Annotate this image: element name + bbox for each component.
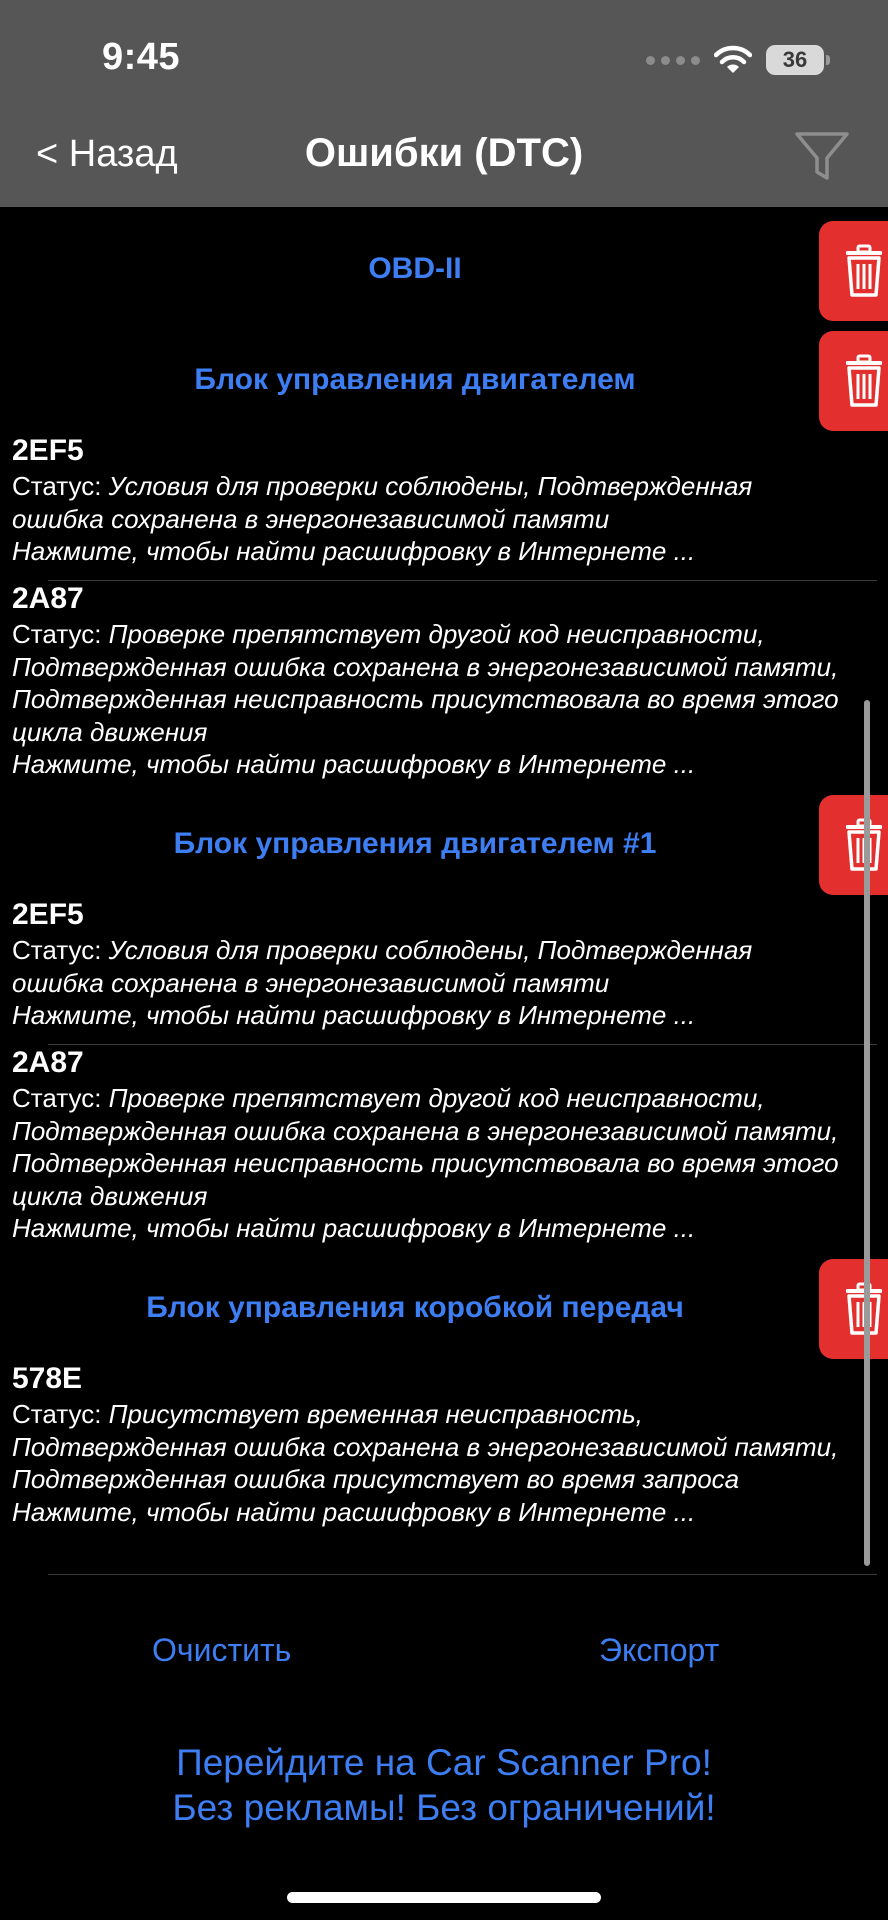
status-value: Условия для проверки соблюдены, Подтвержденная ошибка сохранена в энергонезависимой памяти <box>12 935 753 998</box>
status-label: Статус: <box>12 471 109 501</box>
back-button[interactable]: < Назад <box>36 133 178 175</box>
dtc-status <box>12 1082 842 1212</box>
navigation-header <box>0 0 888 207</box>
dtc-status <box>12 934 842 999</box>
trash-icon <box>844 354 884 408</box>
filter-icon[interactable] <box>792 126 852 186</box>
status-label: Статус: <box>12 1399 109 1429</box>
dtc-entry[interactable] <box>12 434 842 568</box>
trash-icon <box>844 244 884 298</box>
section-title-engine-1: Блок управления двигателем #1 <box>173 827 657 860</box>
battery-icon <box>766 45 830 75</box>
dtc-status <box>12 1398 842 1496</box>
dtc-code: 2EF5 <box>12 434 84 467</box>
divider <box>48 580 877 581</box>
dtc-entry[interactable] <box>12 1046 842 1245</box>
dtc-code: 2A87 <box>12 582 84 615</box>
dtc-entry[interactable] <box>12 1362 842 1528</box>
status-value: Проверке препятствует другой код неисправности, Подтвержденная ошибка сохранена в энергонезависимой памяти, Подтвержденная неисправность присутствовала во время этого цикла движения <box>12 1083 839 1211</box>
delete-obd2-button[interactable] <box>819 221 888 321</box>
promo-no-ads-link[interactable]: Без рекламы! Без ограничений! <box>172 1787 716 1828</box>
lookup-hint: Нажмите, чтобы найти расшифровку в Интернете ... <box>12 1496 696 1527</box>
export-button[interactable]: Экспорт <box>599 1632 720 1668</box>
lookup-hint: Нажмите, чтобы найти расшифровку в Интернете ... <box>12 1213 696 1243</box>
scrollbar[interactable] <box>864 700 870 1566</box>
lookup-hint: Нажмите, чтобы найти расшифровку в Интернете ... <box>12 536 696 566</box>
battery-level: 36 <box>766 45 824 75</box>
promo-pro-link[interactable]: Перейдите на Car Scanner Pro! <box>176 1742 712 1783</box>
status-value: Присутствует временная неисправность, Подтвержденная ошибка сохранена в энергонезависимой памяти, Подтвержденная ошибка присутствует во время запроса <box>12 1399 839 1494</box>
dtc-code: 2A87 <box>12 1046 84 1079</box>
dtc-status <box>12 470 842 535</box>
delete-engine-button[interactable] <box>819 331 888 431</box>
cellular-signal-icon <box>646 56 700 65</box>
status-label: Статус: <box>12 935 109 965</box>
divider <box>48 1044 877 1045</box>
divider <box>48 1574 877 1575</box>
delete-engine-1-button[interactable] <box>819 795 888 895</box>
wifi-icon <box>714 45 752 75</box>
lookup-hint: Нажмите, чтобы найти расшифровку в Интернете ... <box>12 1000 696 1030</box>
dtc-entry[interactable] <box>12 582 842 781</box>
home-indicator[interactable] <box>287 1892 601 1903</box>
status-value: Проверке препятствует другой код неисправности, Подтвержденная ошибка сохранена в энергонезависимой памяти, Подтвержденная неисправность присутствовала во время этого цикла движения <box>12 619 839 747</box>
status-icons <box>646 40 830 80</box>
section-title-engine: Блок управления двигателем <box>194 363 636 396</box>
lookup-hint: Нажмите, чтобы найти расшифровку в Интернете ... <box>12 749 696 779</box>
dtc-entry[interactable] <box>12 898 842 1032</box>
dtc-code: 578E <box>12 1362 83 1395</box>
delete-transmission-button[interactable] <box>819 1259 888 1359</box>
status-label: Статус: <box>12 1083 109 1113</box>
dtc-status <box>12 618 842 748</box>
status-value: Условия для проверки соблюдены, Подтвержденная ошибка сохранена в энергонезависимой памяти <box>12 471 753 534</box>
status-time: 9:45 <box>102 36 181 78</box>
page-title: Ошибки (DTC) <box>304 131 584 175</box>
section-title-obd2: OBD-II <box>368 252 462 285</box>
section-title-transmission: Блок управления коробкой передач <box>146 1291 684 1324</box>
status-label: Статус: <box>12 619 109 649</box>
dtc-code: 2EF5 <box>12 898 84 931</box>
clear-button[interactable]: Очистить <box>152 1632 292 1668</box>
